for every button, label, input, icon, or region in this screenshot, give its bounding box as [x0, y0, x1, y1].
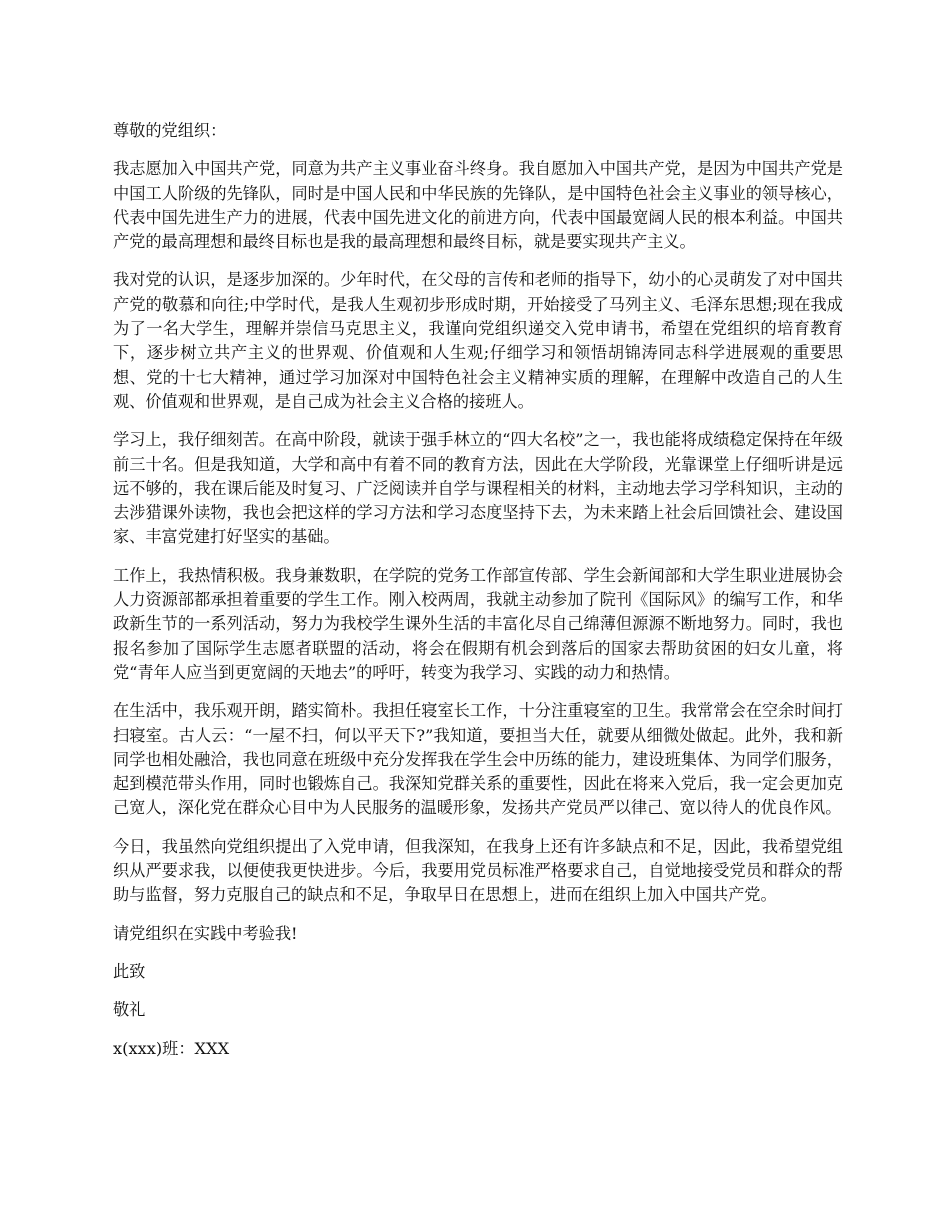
paragraph-resolution: 今日，我虽然向党组织提出了入党申请，但我深知，在我身上还有许多缺点和不足，因此，我希望党组织从严要求我，以便使我更快进步。今后，我要用党员标准严格要求自己，自觉地接受党员和群众的帮助与监督，努力克服自己的缺点和不足，争取早日在思想上，进而在组织上加入中国共产党。: [113, 836, 843, 905]
closing-jing-li: 敬礼: [113, 1000, 146, 1020]
signature: x(xxx)班：XXX: [113, 1038, 230, 1058]
closing-request: 请党组织在实践中考验我!: [113, 923, 298, 943]
paragraph-work: 工作上，我热情积极。我身兼数职，在学院的党务工作部宣传部、学生会新闻部和大学生职业进展协会人力资源部都承担着重要的学生工作。刚入校两周，我就主动参加了院刊《国际风》的编写工作，和华政新生节的一系列活动，努力为我校学生课外生活的丰富化尽自己绵薄但源源不断地努力。同时，我也报名参加了国际学生志愿者联盟的活动，将会在假期有机会到落后的国家去帮助贫困的妇女儿童，将党“青年人应当到更宽阔的天地去”的呼吁，转变为我学习、实践的动力和热情。: [113, 565, 843, 682]
salutation: 尊敬的党组织：: [113, 121, 227, 140]
paragraph-study: 学习上，我仔细刻苦。在高中阶段，就读于强手林立的“四大名校”之一，我也能将成绩稳定保持在年级前三十名。但是我知道，大学和高中有着不同的教育方法，因此在大学阶段，光靠课堂上仔细听讲是远远不够的，我在课后能及时复习、广泛阅读并自学与课程相关的材料，主动地去学习学科知识，主动的去涉猎课外读物，我也会把这样的学习方法和学习态度坚持下去，为未来踏上社会后回馈社会、建设国家、丰富党建打好坚实的基础。: [113, 430, 843, 547]
paragraph-life: 在生活中，我乐观开朗，踏实简朴。我担任寝室长工作，十分注重寝室的卫生。我常常会在空余时间打扫寝室。古人云：“一屋不扫，何以平天下?”我知道，要担当大任，就要从细微处做起。此外，我和新同学也相处融洽，我也同意在班级中充分发挥我在学生会中历练的能力，建设班集体、为同学们服务，起到模范带头作用，同时也锻炼自己。我深知党群关系的重要性，因此在将来入党后，我一定会更加克己宽人，深化党在群众心目中为人民服务的温暖形象，发扬共产党员严以律己、宽以待人的优良作风。: [113, 701, 843, 818]
paragraph-intent: 我志愿加入中国共产党，同意为共产主义事业奋斗终身。我自愿加入中国共产党，是因为中国共产党是中国工人阶级的先锋队，同时是中国人民和中华民族的先锋队，是中国特色社会主义事业的领导核心，代表中国先进生产力的进展，代表中国先进文化的前进方向，代表中国最宽阔人民的根本利益。中国共产党的最高理想和最终目标也是我的最高理想和最终目标，就是要实现共产主义。: [113, 159, 843, 252]
paragraph-understanding: 我对党的认识，是逐步加深的。少年时代，在父母的言传和老师的指导下，幼小的心灵萌发了对中国共产党的敬慕和向往;中学时代，是我人生观初步形成时期，开始接受了马列主义、毛泽东思想;现在我成为了一名大学生，理解并崇信马克思主义，我谨向党组织递交入党申请书，希望在党组织的培育教育下，逐步树立共产主义的世界观、价值观和人生观;仔细学习和领悟胡锦涛同志科学进展观的重要思想、党的十七大精神，通过学习加深对中国特色社会主义精神实质的理解，在理解中改造自己的人生观、价值观和世界观，是自己成为社会主义合格的接班人。: [113, 270, 843, 411]
letter-body: [113, 119, 843, 1075]
closing-ci-zhi: 此致: [113, 961, 146, 981]
